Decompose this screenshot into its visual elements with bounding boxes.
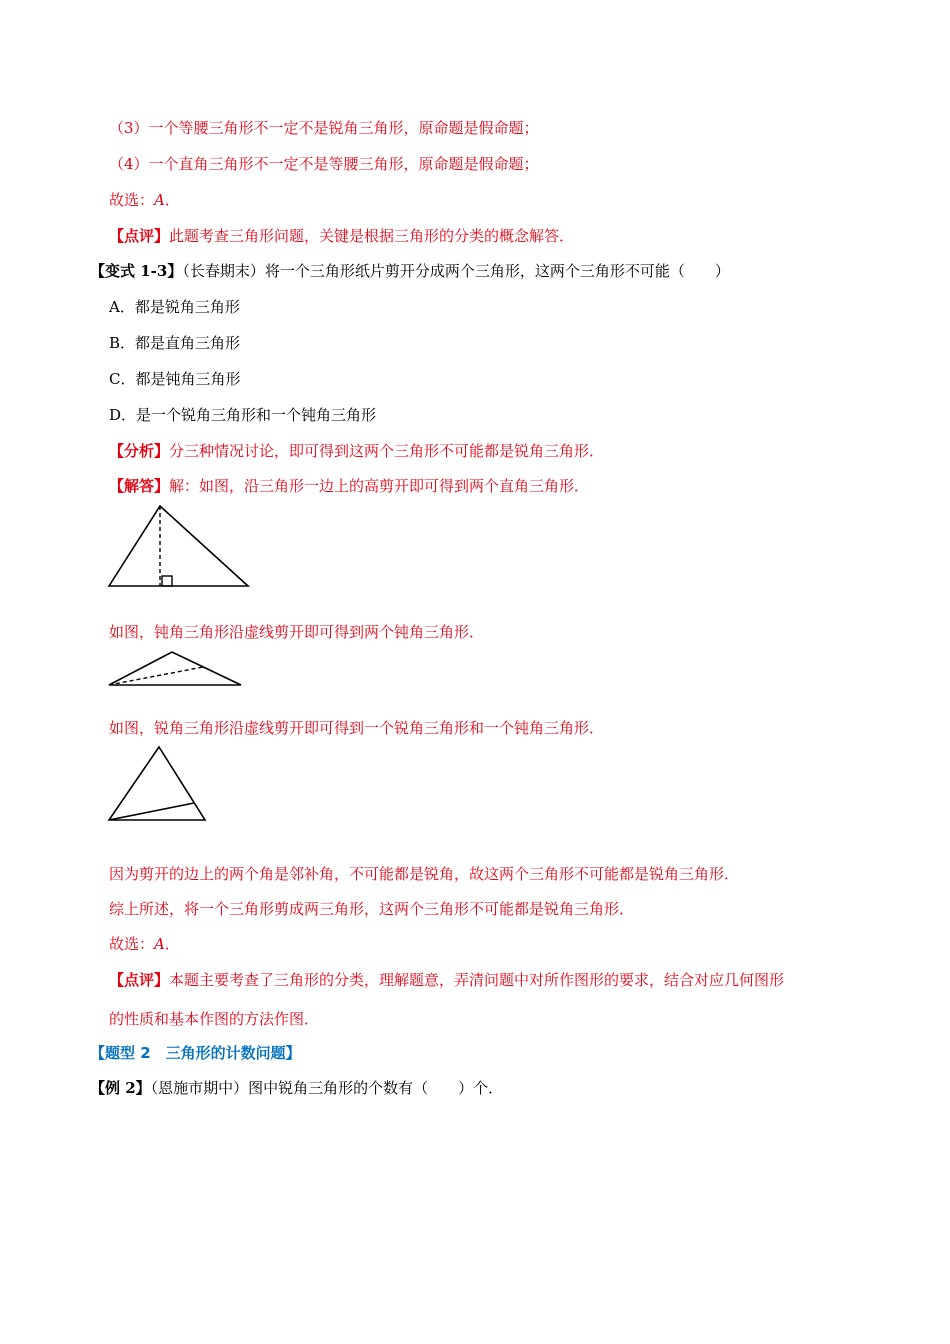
caption-obtuse: 如图，钝角三角形沿虚线剪开即可得到两个钝角三角形． <box>109 623 485 641</box>
comment-tag: 【点评】 <box>109 227 170 245</box>
choice-letter: A <box>154 191 165 209</box>
variant-stem: （长春期末）将一个三角形纸片剪开分成两个三角形，这两个三角形不可能（ ） <box>182 262 730 280</box>
solution-item-3: （3）一个等腰三角形不一定不是锐角三角形，原命题是假命题； <box>109 119 539 137</box>
variant-comment-tag: 【点评】 <box>109 971 170 989</box>
variant-tag: 【变式 1-3】 <box>90 262 183 280</box>
option-a: A．都是锐角三角形 <box>109 298 240 316</box>
comment-text: 此题考查三角形问题，关键是根据三角形的分类的概念解答． <box>169 227 575 245</box>
acute-cut-line <box>109 803 194 820</box>
acute-cut-figure <box>0 0 300 840</box>
analysis-text: 分三种情况讨论，即可得到这两个三角形不可能都是锐角三角形． <box>169 442 605 460</box>
solution-tag: 【解答】 <box>109 477 170 495</box>
section-heading: 【题型 2 三角形的计数问题】 <box>90 1044 301 1062</box>
option-b: B．都是直角三角形 <box>109 334 241 352</box>
variant-choice-letter: A <box>154 935 165 953</box>
example-stem: （恩施市期中）图中锐角三角形的个数有（ ）个． <box>150 1079 504 1097</box>
variant-comment-line-1 <box>109 969 784 991</box>
summary-line: 综上所述，将一个三角形剪成两三角形，这两个三角形不可能都是锐角三角形． <box>109 900 635 918</box>
caption-acute: 如图，锐角三角形沿虚线剪开即可得到一个锐角三角形和一个钝角三角形． <box>109 719 605 737</box>
solution-item-4: （4）一个直角三角形不一定不是等腰三角形，原命题是假命题； <box>109 155 539 173</box>
choice-end: ． <box>164 191 180 209</box>
option-c: C．都是钝角三角形 <box>109 370 241 388</box>
variant-comment-text-1: 本题主要考查了三角形的分类，理解题意，弄清问题中对所作图形的要求，结合对应几何图形 <box>169 971 785 989</box>
example-question <box>90 1077 503 1099</box>
option-d: D．是一个锐角三角形和一个钝角三角形 <box>109 406 377 424</box>
reason-line: 因为剪开的边上的两个角是邻补角，不可能都是锐角，故这两个三角形不可能都是锐角三角形． <box>109 865 740 883</box>
variant-comment-line-2: 的性质和基本作图的方法作图． <box>109 1010 320 1028</box>
variant-choice-prefix: 故选： <box>109 935 155 953</box>
solution-text: 解：如图，沿三角形一边上的高剪开即可得到两个直角三角形． <box>169 477 590 495</box>
analysis-tag: 【分析】 <box>109 442 170 460</box>
variant-choice-end: ． <box>164 935 180 953</box>
example-tag: 【例 2】 <box>90 1079 151 1097</box>
variant-choice-line <box>109 933 180 955</box>
choice-prefix: 故选： <box>109 191 155 209</box>
acute-triangle-outline <box>109 747 205 820</box>
